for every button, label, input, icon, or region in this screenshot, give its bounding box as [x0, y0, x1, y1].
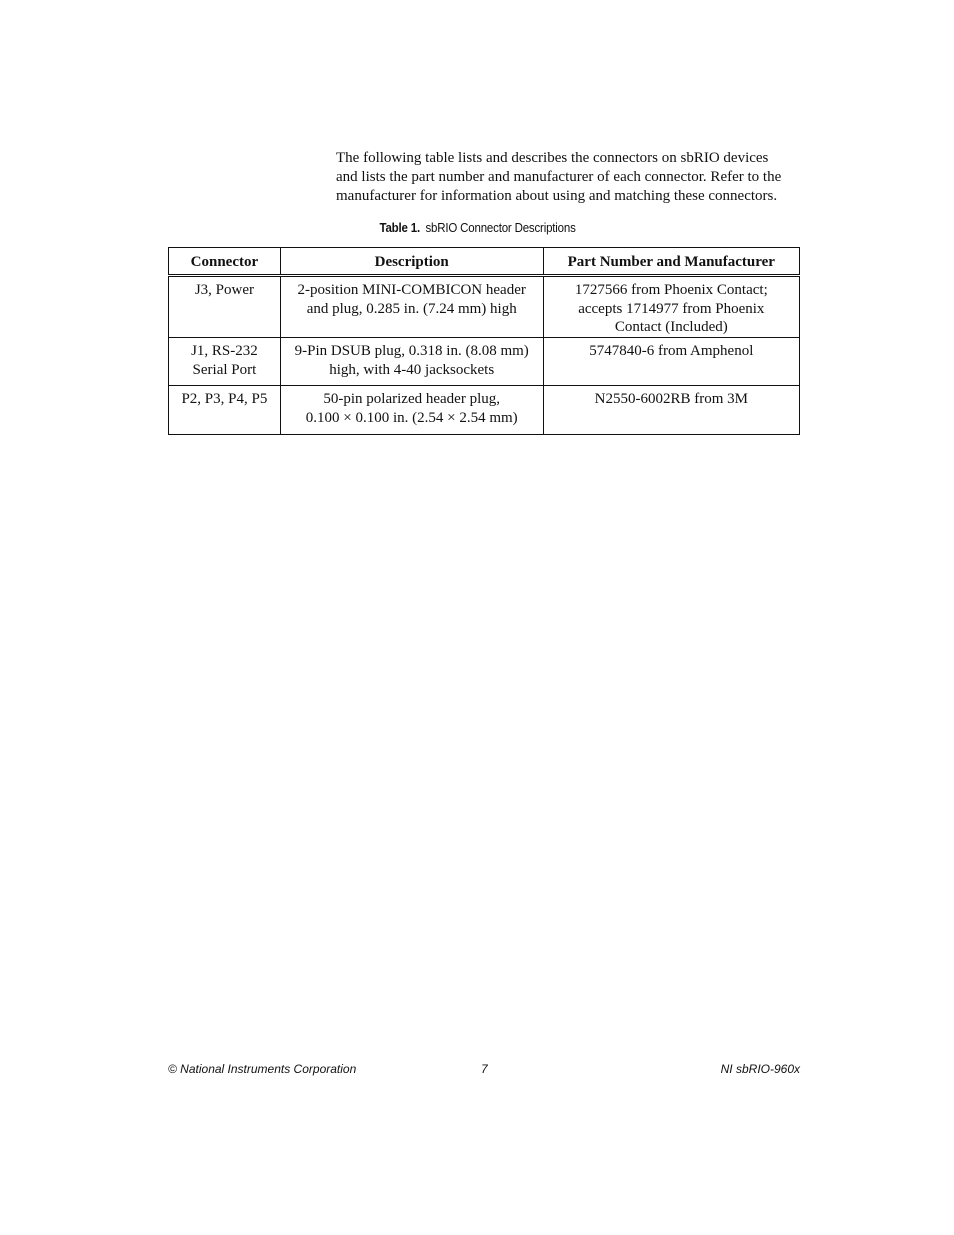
cell-line: 2-position MINI-COMBICON header: [297, 282, 526, 298]
cell-line: P2, P3, P4, P5: [181, 391, 268, 407]
cell-line: N2550-6002RB from 3M: [594, 391, 748, 407]
header-connector: Connector: [169, 248, 281, 276]
cell-line: 50-pin polarized header plug,: [323, 391, 500, 407]
footer-document-title: NI sbRIO-960x: [720, 1062, 800, 1076]
cell-line: high, with 4-40 jacksockets: [329, 361, 495, 378]
table-row: [169, 338, 800, 386]
cell-description: [280, 338, 543, 386]
cell-line: 9-Pin DSUB plug, 0.318 in. (8.08 mm): [294, 343, 529, 359]
table-caption-number: Table 1.: [379, 221, 420, 235]
cell-description: [280, 386, 543, 435]
cell-part-number: [543, 386, 799, 435]
cell-line: 5747840-6 from Amphenol: [589, 343, 754, 359]
cell-line: and plug, 0.285 in. (7.24 mm) high: [306, 300, 517, 317]
header-description: Description: [280, 248, 543, 276]
intro-line: and lists the part number and manufacturer of each connector. Refer to the: [336, 169, 782, 185]
cell-connector: [169, 386, 281, 435]
cell-line: J3, Power: [194, 282, 254, 298]
table-row: [169, 386, 800, 435]
cell-line: Serial Port: [192, 361, 257, 378]
intro-line: The following table lists and describes the connectors on sbRIO devices: [336, 150, 769, 166]
cell-line: J1, RS-232: [191, 343, 258, 359]
cell-line: 0.100 × 0.100 in. (2.54 × 2.54 mm): [305, 409, 518, 426]
cell-connector: [169, 276, 281, 338]
header-part-number: Part Number and Manufacturer: [543, 248, 799, 276]
cell-part-number: [543, 276, 799, 338]
cell-part-number: [543, 338, 799, 386]
cell-line: accepts 1714977 from Phoenix: [578, 300, 765, 317]
footer-copyright: © National Instruments Corporation: [168, 1062, 357, 1076]
table-caption: [39, 221, 917, 235]
table-caption-title: sbRIO Connector Descriptions: [425, 221, 576, 235]
table-header-row: [169, 248, 800, 276]
cell-line: Contact (Included): [614, 319, 728, 335]
intro-line: manufacturer for information about using and matching these connectors.: [336, 188, 778, 204]
cell-line: 1727566 from Phoenix Contact;: [574, 282, 768, 298]
footer-page-number: 7: [481, 1062, 488, 1076]
connector-table: [168, 247, 800, 435]
table-row: [169, 276, 800, 338]
intro-paragraph: [336, 149, 806, 206]
cell-description: [280, 276, 543, 338]
cell-connector: [169, 338, 281, 386]
